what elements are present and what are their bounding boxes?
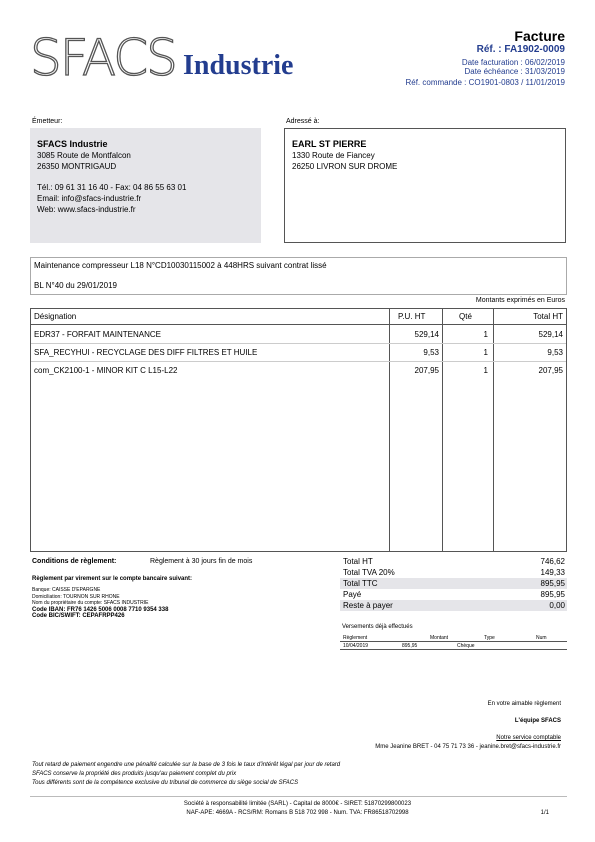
row-designation: EDR37 - FORFAIT MAINTENANCE xyxy=(34,330,161,339)
header-pu-ht: P.U. HT xyxy=(398,312,426,321)
header-qte: Qté xyxy=(459,312,472,321)
total-ht-row xyxy=(340,556,567,567)
payments-header-cell: Règlement xyxy=(343,635,368,641)
total-label: Total TVA 20% xyxy=(343,568,395,577)
payment-amount: 895,95 xyxy=(402,643,418,649)
destinataire-box xyxy=(284,128,566,243)
closing-team: L'équipe SFACS xyxy=(514,718,561,724)
emetteur-label: Émetteur: xyxy=(32,118,63,125)
emetteur-web: Web: www.sfacs-industrie.fr xyxy=(37,205,136,214)
total-label: Reste à payer xyxy=(343,601,393,610)
remaining-row xyxy=(340,600,567,611)
row-qte: 1 xyxy=(483,348,488,357)
total-label: Total HT xyxy=(343,557,373,566)
payments-header-cell: Montant xyxy=(430,635,449,641)
row-pu-ht: 529,14 xyxy=(414,330,439,339)
emetteur-tel: Tél.: 09 61 31 16 40 - Fax: 04 86 55 63 01 xyxy=(37,183,187,192)
destinataire-name: EARL ST PIERRE xyxy=(292,139,367,149)
total-tva-row xyxy=(340,567,567,578)
table-header xyxy=(31,309,566,325)
table-row xyxy=(31,362,566,380)
payments-row xyxy=(340,642,567,650)
header-designation: Désignation xyxy=(34,312,77,321)
row-pu-ht: 9,53 xyxy=(423,348,439,357)
payments-header xyxy=(340,634,567,642)
currency-note: Montants exprimés en Euros xyxy=(475,297,565,304)
date-echeance: Date échéance : 31/03/2019 xyxy=(464,67,565,76)
totals-block xyxy=(340,556,567,611)
emetteur-email: Email: info@sfacs-industrie.fr xyxy=(37,194,142,203)
bank-name: Banque: CAISSE D'EPARGNE xyxy=(32,587,101,593)
logo-brand: SFACS xyxy=(30,29,176,87)
items-table xyxy=(30,308,567,552)
total-value: 746,62 xyxy=(540,557,565,566)
account-owner: Nom du propriétaire du compte: SFACS INDUSTRIE xyxy=(32,600,149,606)
total-value: 0,00 xyxy=(549,601,565,610)
payments-header-cell: Num xyxy=(536,635,547,641)
closing-line: En votre aimable règlement xyxy=(487,701,561,707)
header-total-ht: Total HT xyxy=(533,312,563,321)
total-label: Total TTC xyxy=(343,579,378,588)
payments-table xyxy=(340,634,567,650)
table-row xyxy=(31,344,566,362)
invoice-title: Facture xyxy=(514,28,565,44)
legal-line: Tout retard de paiement engendre une pénalité calculée sur la base de 3 fois le taux d'intérêt légal par jour de retard xyxy=(32,762,341,768)
emetteur-name: SFACS Industrie xyxy=(37,139,108,149)
bic: Code BIC/SWIFT: CEPAFRPP426 xyxy=(32,613,125,619)
total-label: Payé xyxy=(343,590,362,599)
total-value: 149,33 xyxy=(540,568,565,577)
row-pu-ht: 207,95 xyxy=(414,366,439,375)
invoice-ref: Réf. : FA1902-0009 xyxy=(476,44,565,55)
paid-row xyxy=(340,589,567,600)
total-value: 895,95 xyxy=(540,579,565,588)
closing-contact: Mme Jeanine BRET - 04 75 71 73 36 - jeanine.bret@sfacs-industrie.fr xyxy=(375,744,561,750)
emetteur-box xyxy=(30,128,261,243)
total-value: 895,95 xyxy=(540,590,565,599)
emetteur-address1: 3085 Route de Montfalcon xyxy=(37,151,131,160)
closing-service: Notre service comptable xyxy=(496,735,561,741)
legal-line: SFACS conserve la propriété des produits jusqu'au paiement complet du prix xyxy=(32,771,237,777)
invoice-subject-box xyxy=(30,257,567,295)
iban: Code IBAN: FR76 1426 5006 0008 7710 9354 338 xyxy=(32,606,169,613)
row-qte: 1 xyxy=(483,366,488,375)
row-designation: SFA_RECYHUI - RECYCLAGE DES DIFF FILTRES ET HUILE xyxy=(34,348,258,357)
table-row xyxy=(31,326,566,344)
row-total-ht: 9,53 xyxy=(547,348,563,357)
company-logo xyxy=(30,29,315,88)
footer-divider xyxy=(30,796,567,797)
row-total-ht: 529,14 xyxy=(538,330,563,339)
total-ttc-row xyxy=(340,578,567,589)
footer-line: Société à responsabilité limitée (SARL) - Capital de 8000€ - SIRET: 51870299800023 xyxy=(183,801,412,807)
payment-type: Chèque xyxy=(457,643,475,649)
payment-terms-value: Règlement à 30 jours fin de mois xyxy=(150,558,253,565)
bank-transfer-heading: Règlement par virement sur le compte bancaire suivant: xyxy=(32,576,193,582)
legal-line: Tous différents sont de la compétence exclusive du tribunal de commerce du siège social de SFACS xyxy=(32,780,299,786)
emetteur-address2: 26350 MONTRIGAUD xyxy=(37,162,117,171)
bank-details xyxy=(32,587,168,620)
destinataire-address2: 26250 LIVRON SUR DROME xyxy=(292,162,398,171)
destinataire-label: Adressé à: xyxy=(286,118,320,125)
bl-line: BL N°40 du 29/01/2019 xyxy=(34,281,117,290)
payment-date: 10/04/2019 xyxy=(343,643,369,649)
payments-title: Versements déjà effectués xyxy=(342,624,413,630)
row-qte: 1 xyxy=(483,330,488,339)
subject-line: Maintenance compresseur L18 N°CD10030115002 à 448HRS suivant contrat lissé xyxy=(34,261,327,270)
bank-domiciliation: Domiciliation: TOURNON SUR RHONE xyxy=(32,593,120,600)
destinataire-address1: 1330 Route de Fiancey xyxy=(292,151,375,160)
payments-header-cell: Type xyxy=(484,635,495,641)
ref-commande: Réf. commande : CO1901-0803 / 11/01/2019 xyxy=(405,78,565,87)
page-number: 1/1 xyxy=(540,810,549,816)
row-total-ht: 207,95 xyxy=(538,366,563,375)
logo-suffix: Industrie xyxy=(183,50,294,81)
row-designation: com_CK2100-1 - MINOR KIT C L15-L22 xyxy=(34,366,178,375)
date-facturation: Date facturation : 06/02/2019 xyxy=(461,58,565,67)
payment-terms-label: Conditions de règlement: xyxy=(32,558,117,565)
footer-line: NAF-APE: 4669A - RCS/RM: Romans B 518 702 998 - Num. TVA: FR86518702998 xyxy=(186,810,409,816)
